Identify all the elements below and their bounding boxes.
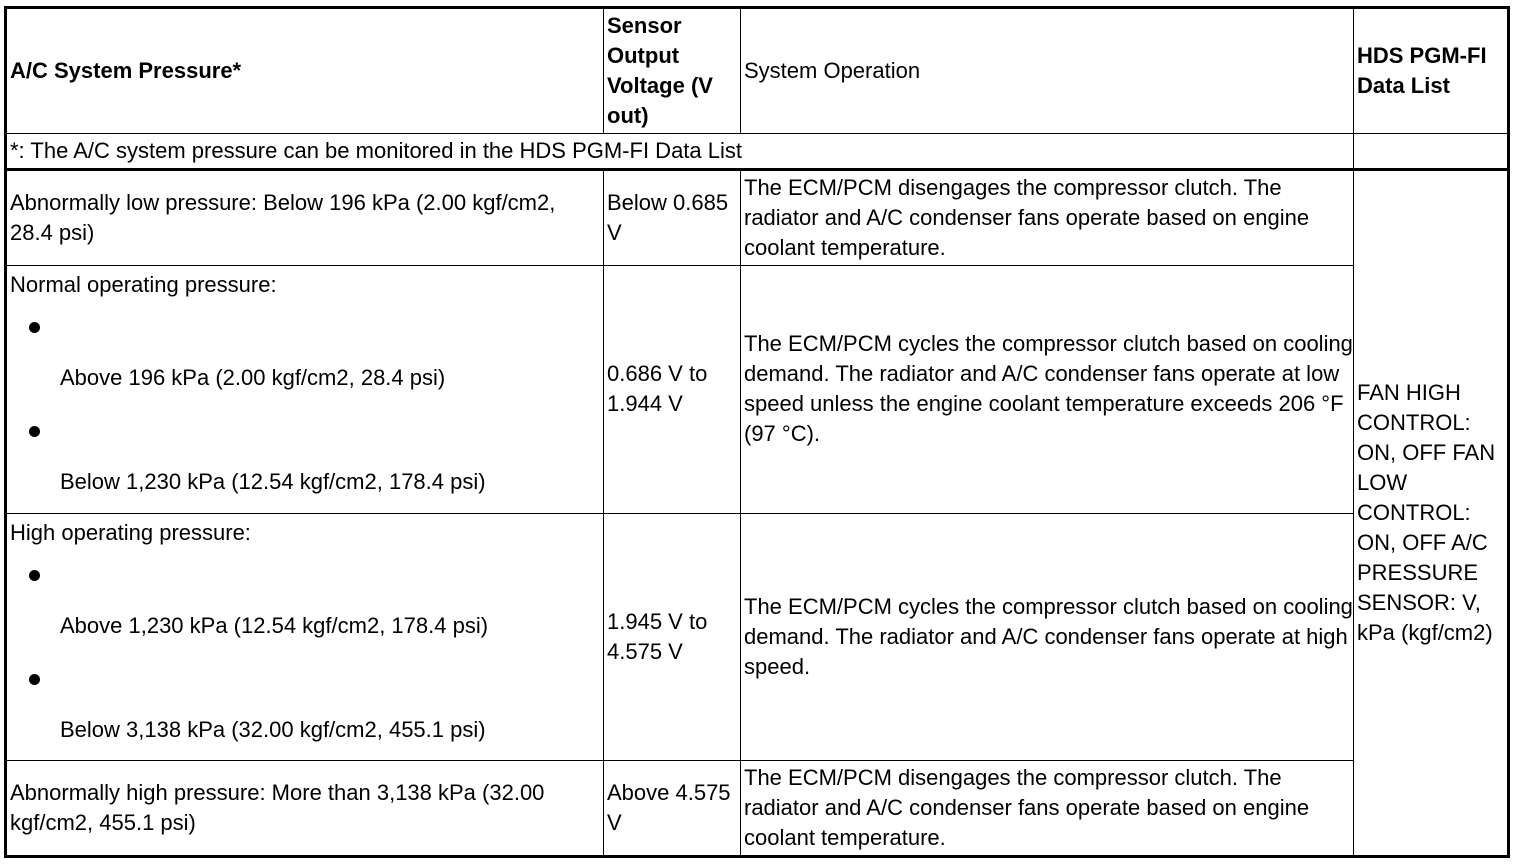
low-voltage-cell: Below 0.685 V — [604, 170, 741, 266]
high-pressure-title: High operating pressure: — [10, 519, 251, 545]
normal-pressure-title: Normal operating pressure: — [10, 272, 277, 298]
high-operation-cell: The ECM/PCM cycles the compressor clutch based on cooling demand. The radiator and A/C condenser fans operate at high speed. — [741, 513, 1354, 760]
bullet-icon — [10, 404, 603, 456]
footnote-text: *: The A/C system pressure can be monitored in the HDS PGM-FI Data List — [6, 134, 1354, 170]
header-pressure: A/C System Pressure* — [6, 8, 604, 134]
normal-operation-cell: The ECM/PCM cycles the compressor clutch based on cooling demand. The radiator and A/C condenser fans operate at low speed unless the engine coolant temperature exceeds 206 °F (97 °C). — [741, 266, 1354, 513]
bullet-text: Below 3,138 kPa (32.00 kgf/cm2, 455.1 psi) — [60, 716, 486, 742]
ac-pressure-table — [4, 6, 1510, 858]
normal-pressure-bullets — [10, 300, 603, 508]
abnormal-high-voltage-cell: Above 4.575 V — [604, 760, 741, 856]
header-operation: System Operation — [741, 8, 1354, 134]
bullet-text: Below 1,230 kPa (12.54 kgf/cm2, 178.4 psi) — [60, 469, 486, 495]
high-pressure-cell — [6, 513, 604, 760]
list-item — [10, 300, 603, 404]
table-row-abnormal-high — [6, 760, 1509, 856]
bullet-text: Above 1,230 kPa (12.54 kgf/cm2, 178.4 psi) — [60, 612, 489, 638]
abnormal-high-pressure-cell: Abnormally high pressure: More than 3,138 kPa (32.00 kgf/cm2, 455.1 psi) — [6, 760, 604, 856]
list-item — [10, 652, 603, 756]
footnote-empty-cell — [1354, 134, 1509, 170]
high-voltage-cell: 1.945 V to 4.575 V — [604, 513, 741, 760]
low-pressure-cell: Abnormally low pressure: Below 196 kPa (2.00 kgf/cm2, 28.4 psi) — [6, 170, 604, 266]
bullet-icon — [10, 548, 603, 600]
table-row-high — [6, 513, 1509, 760]
datalist-cell: FAN HIGH CONTROL: ON, OFF FAN LOW CONTROL: ON, OFF A/C PRESSURE SENSOR: V, kPa (kgf/cm2) — [1354, 170, 1509, 857]
abnormal-high-operation-cell: The ECM/PCM disengages the compressor clutch. The radiator and A/C condenser fans operate based on engine coolant temperature. — [741, 760, 1354, 856]
bullet-text: Above 196 kPa (2.00 kgf/cm2, 28.4 psi) — [60, 365, 446, 391]
header-row — [6, 8, 1509, 134]
low-operation-cell: The ECM/PCM disengages the compressor clutch. The radiator and A/C condenser fans operate based on engine coolant temperature. — [741, 170, 1354, 266]
list-item — [10, 404, 603, 508]
header-voltage: Sensor Output Voltage (V out) — [604, 8, 741, 134]
bullet-icon — [10, 652, 603, 704]
normal-pressure-cell — [6, 266, 604, 513]
table-row-low — [6, 170, 1509, 266]
high-pressure-bullets — [10, 548, 603, 756]
table-row-normal — [6, 266, 1509, 513]
normal-voltage-cell: 0.686 V to 1.944 V — [604, 266, 741, 513]
bullet-icon — [10, 300, 603, 352]
list-item — [10, 548, 603, 652]
footnote-row — [6, 134, 1509, 170]
header-datalist: HDS PGM-FI Data List — [1354, 8, 1509, 134]
